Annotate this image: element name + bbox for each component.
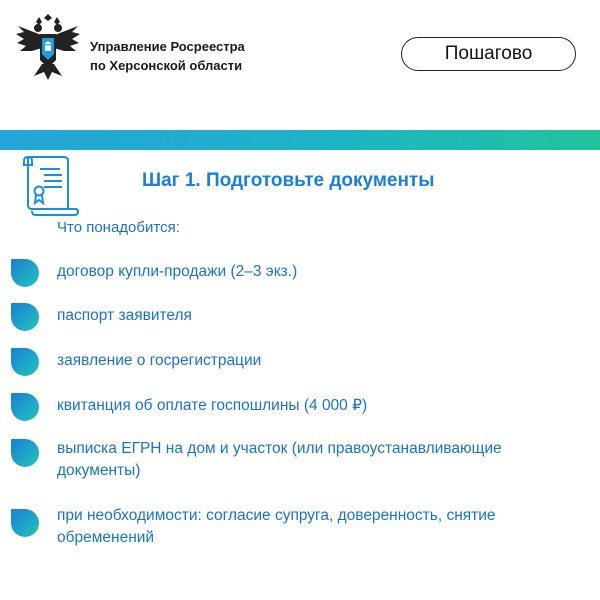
list-item-text: выписка ЕГРН на дом и участок (или правоустанавливающие документы) [57, 440, 502, 479]
speech-bubble-bullet-icon [9, 438, 40, 469]
list-item-text: при необходимости: согласие супруга, доверенность, снятие обременений [57, 507, 496, 546]
speech-bubble-bullet-icon [9, 508, 40, 539]
gradient-divider [0, 130, 600, 150]
speech-bubble-bullet-icon [9, 258, 40, 289]
organization-name [90, 37, 245, 75]
speech-bubble-bullet-icon [9, 392, 40, 423]
list-item-text: договор купли-продажи (2–3 экз.) [57, 263, 298, 280]
organization-name-line2: по Херсонской области [90, 58, 243, 73]
list-item-text: паспорт заявителя [57, 307, 192, 324]
list-item-text: заявление о госрегистрации [57, 352, 262, 369]
organization-name-line1: Управление Росреестра [90, 39, 245, 54]
speech-bubble-bullet-icon [9, 302, 40, 333]
requirements-subtitle: Что понадобится: [57, 219, 180, 236]
rosreestr-eagle-logo [14, 14, 82, 82]
certificate-document-icon [22, 155, 80, 217]
step-by-step-button[interactable]: Пошагово [401, 37, 576, 71]
step-title: Шаг 1. Подготовьте документы [142, 170, 435, 191]
list-item-text: квитанция об оплате госпошлины (4 000 ₽) [57, 397, 368, 414]
speech-bubble-bullet-icon [9, 347, 40, 378]
